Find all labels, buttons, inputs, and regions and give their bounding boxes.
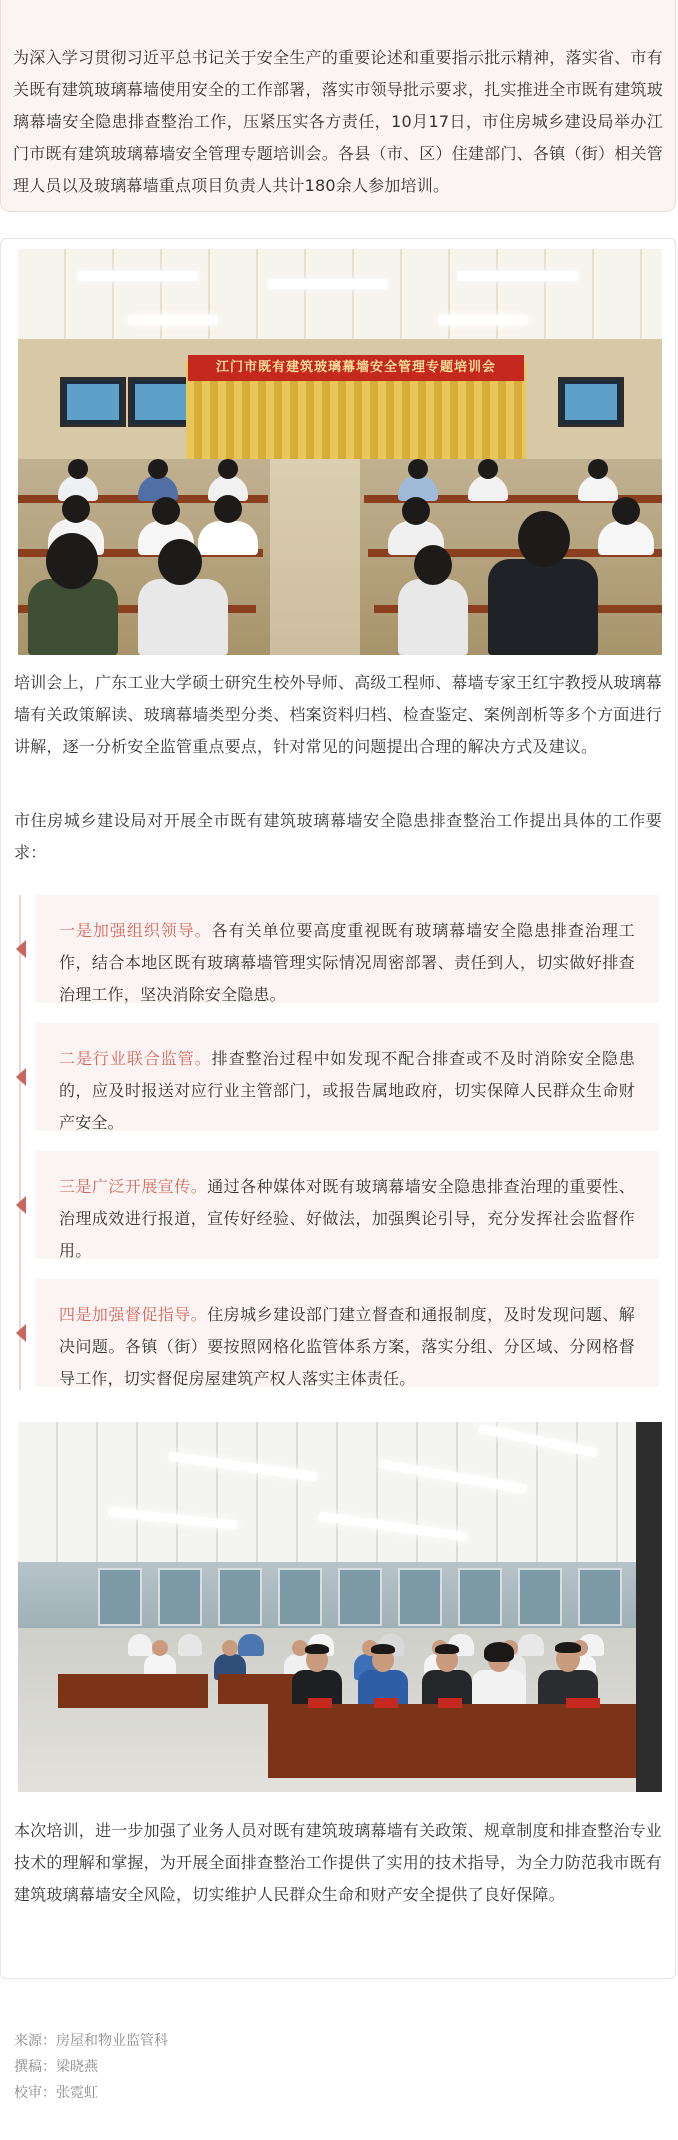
attendee-head bbox=[414, 545, 452, 585]
paragraph-requirements-intro: 市住房城乡建设局对开展全市既有建筑玻璃幕墙安全隐患排查整治工作提出具体的工作要求： bbox=[14, 811, 662, 862]
article-footer bbox=[14, 2028, 654, 2106]
left-display-screen bbox=[128, 377, 194, 427]
attendee-head bbox=[588, 459, 608, 479]
attendee bbox=[128, 1634, 152, 1656]
attendee-face bbox=[152, 1640, 168, 1656]
requirement-card-1 bbox=[35, 895, 659, 1003]
nameplate bbox=[566, 1698, 600, 1708]
attendee bbox=[598, 521, 654, 555]
ceiling-light bbox=[458, 271, 578, 281]
requirement-card-4 bbox=[35, 1279, 659, 1387]
right-display-screen bbox=[558, 377, 624, 427]
attendee-head bbox=[152, 497, 180, 525]
window bbox=[218, 1568, 262, 1626]
requirement-text: 各有关单位要高度重视既有玻璃幕墙安全隐患排查治理工作，结合本地区既有玻璃幕墙管理实际情况周密部署、责任到人，切实做好排查治理工作，坚决消除安全隐患。 bbox=[59, 921, 635, 1004]
attendee-hair bbox=[305, 1644, 329, 1654]
window bbox=[338, 1568, 382, 1626]
requirement-title: 一是加强组织领导。 bbox=[59, 921, 212, 940]
article-body bbox=[0, 238, 676, 1979]
requirement-title: 四是加强督促指导。 bbox=[59, 1305, 208, 1324]
attendee-head bbox=[218, 459, 238, 479]
photo-aisle bbox=[270, 459, 360, 655]
attendee-head bbox=[408, 459, 428, 479]
ceiling-light bbox=[78, 271, 198, 281]
proofreader-line: 校审：张霓虹 bbox=[14, 2085, 98, 2101]
attendee-hair bbox=[484, 1642, 514, 1662]
source-line: 来源：房屋和物业监管科 bbox=[14, 2033, 168, 2049]
window bbox=[518, 1568, 562, 1626]
requirement-card-3 bbox=[35, 1151, 659, 1259]
attendee-head bbox=[478, 459, 498, 479]
attendee-hair bbox=[555, 1642, 581, 1653]
photo-pillar bbox=[636, 1422, 662, 1792]
timeline-marker-icon bbox=[16, 940, 26, 958]
nameplate bbox=[438, 1698, 462, 1708]
ceiling-light bbox=[268, 279, 388, 289]
nameplate bbox=[308, 1698, 332, 1708]
window bbox=[458, 1568, 502, 1626]
conference-table bbox=[58, 1674, 208, 1708]
attendee bbox=[178, 1634, 202, 1656]
attendee bbox=[238, 1634, 264, 1656]
attendee-hair bbox=[435, 1644, 459, 1654]
attendee-head bbox=[148, 459, 168, 479]
window bbox=[398, 1568, 442, 1626]
attendee bbox=[28, 579, 118, 655]
meeting-banner: 江门市既有建筑玻璃幕墙安全管理专题培训会 bbox=[188, 355, 524, 381]
requirement-text: 住房城乡建设部门建立督查和通报制度，及时发现问题、解决问题。各镇（街）要按照网格化监管体系方案，落实分组、分区域、分网格督导工作，切实督促房屋建筑产权人落实主体责任。 bbox=[59, 1305, 635, 1388]
attendee-head bbox=[158, 539, 202, 585]
left-display-screen bbox=[60, 377, 126, 427]
attendee bbox=[198, 521, 258, 555]
training-meeting-photo-front bbox=[18, 249, 662, 655]
window bbox=[578, 1568, 622, 1626]
attendee bbox=[488, 559, 598, 655]
attendee-face bbox=[222, 1640, 238, 1656]
conference-table-front bbox=[268, 1704, 638, 1778]
attendee-head bbox=[46, 533, 98, 589]
paragraph-lecture: 培训会上，广东工业大学硕士研究生校外导师、高级工程师、幕墙专家王红宇教授从玻璃幕墙有关政策解读、玻璃幕墙类型分类、档案资料归档、检查鉴定、案例剖析等多个方面进行讲解，逐一分析安全监管重点要点，针对常见的问题提出合理的解决方式及建议。 bbox=[14, 673, 663, 756]
attendee bbox=[398, 579, 468, 655]
ceiling-light bbox=[438, 315, 528, 325]
nameplate bbox=[374, 1698, 398, 1708]
requirements-list bbox=[19, 895, 659, 1390]
timeline-marker-icon bbox=[16, 1196, 26, 1214]
attendee-head bbox=[62, 495, 90, 523]
window bbox=[278, 1568, 322, 1626]
attendee-head bbox=[214, 495, 242, 523]
requirement-title: 二是行业联合监管。 bbox=[59, 1049, 212, 1068]
author-line: 撰稿：梁晓燕 bbox=[14, 2059, 98, 2075]
ceiling-light bbox=[128, 315, 218, 325]
timeline-marker-icon bbox=[16, 1068, 26, 1086]
paragraph-summary: 本次培训，进一步加强了业务人员对既有建筑玻璃幕墙有关政策、规章制度和排查整治专业技术的理解和掌握，为开展全面排查整治工作提供了实用的技术指导，为全力防范我市既有建筑玻璃幕墙安全风险，切实维护人民群众生命和财产安全提供了良好保障。 bbox=[14, 1821, 663, 1904]
requirement-title: 三是广泛开展宣传。 bbox=[59, 1177, 208, 1196]
photo-ceiling bbox=[18, 249, 662, 339]
attendee bbox=[138, 579, 228, 655]
attendee-head bbox=[68, 459, 88, 479]
requirement-card-2 bbox=[35, 1023, 659, 1131]
requirement-text: 通过各种媒体对既有玻璃幕墙安全隐患排查治理的重要性、治理成效进行报道，宣传好经验、好做法，加强舆论引导，充分发挥社会监督作用。 bbox=[59, 1177, 635, 1260]
timeline-line bbox=[19, 895, 21, 1390]
attendee-head bbox=[402, 497, 430, 525]
window bbox=[158, 1568, 202, 1626]
timeline-marker-icon bbox=[16, 1324, 26, 1342]
attendee bbox=[518, 1634, 544, 1656]
requirement-text: 排查整治过程中如发现不配合排查或不及时消除安全隐患的，应及时报送对应行业主管部门，或报告属地政府，切实保障人民群众生命财产安全。 bbox=[59, 1049, 635, 1132]
training-meeting-photo-side bbox=[18, 1422, 662, 1792]
attendee-head bbox=[612, 497, 640, 525]
intro-paragraph: 为深入学习贯彻习近平总书记关于安全生产的重要论述和重要指示批示精神，落实省、市有关既有建筑玻璃幕墙使用安全的工作部署，落实市领导批示要求，扎实推进全市既有建筑玻璃幕墙安全隐患排查整治工作，压紧压实各方责任，10月17日，市住房城乡建设局举办江门市既有建筑玻璃幕墙安全管理专题培训会。各县（市、区）住建部门、各镇（街）相关管理人员以及玻璃幕墙重点项目负责人共计180余人参加培训。 bbox=[13, 48, 663, 195]
window bbox=[98, 1568, 142, 1626]
intro-box bbox=[0, 0, 676, 212]
attendee-hair bbox=[371, 1644, 395, 1654]
attendee-head bbox=[518, 511, 570, 567]
